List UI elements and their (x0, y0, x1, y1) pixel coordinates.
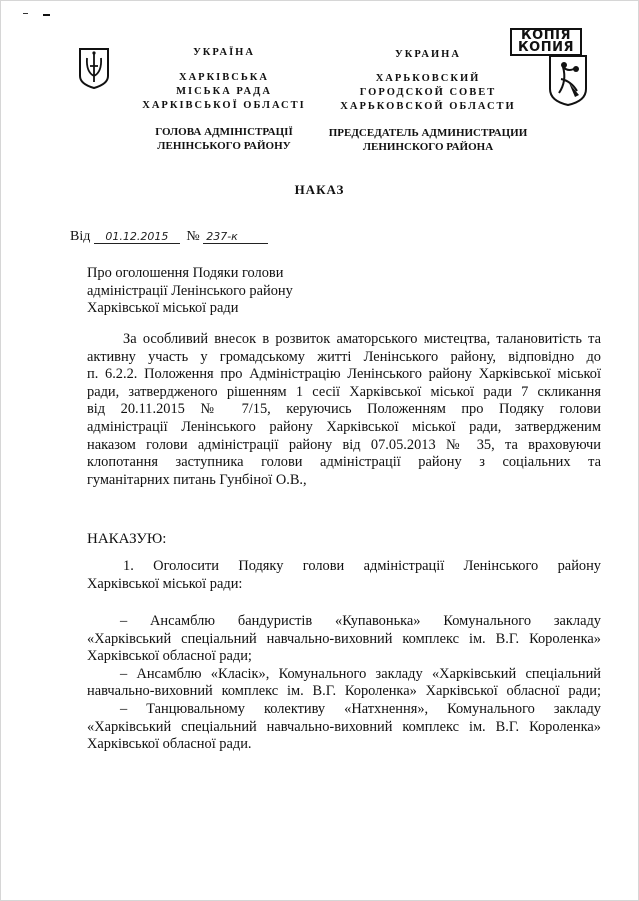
header-left (119, 46, 329, 153)
item-1-line: 1. Оголосити Подяку голови адміністрації Ленінського району (123, 558, 601, 574)
scan-mark (23, 13, 28, 14)
kharkiv-coat-of-arms-emblem (547, 53, 589, 107)
header-left-city-line2: МІСЬКА РАДА (176, 86, 272, 97)
recipient-1-line: – Ансамблю бандуристів «Купавонька» Комунального закладу (120, 613, 601, 629)
recipients-list (87, 613, 601, 754)
subject-block (87, 265, 347, 318)
preamble-line: п. 6.2.2. Положення про Адміністрацію Ленінського району Харківської міської (87, 366, 601, 383)
header-right-office-line1: ПРЕДСЕДАТЕЛЬ АДМИНИСТРАЦИИ (328, 127, 528, 139)
preamble-line: ради, затвердженого рішенням 1 сесії Харківської міської ради 7 скликання (87, 383, 601, 400)
number-value: 237-к (203, 230, 268, 244)
header-left-office-line2: ЛЕНІНСЬКОГО РАЙОНУ (157, 140, 291, 152)
header-right-city-line1: ХАРЬКОВСКИЙ (375, 73, 481, 84)
header-left-city-line3: ХАРКІВСЬКОЇ ОБЛАСТІ (142, 100, 306, 111)
subject-line: Харківської міської ради (87, 300, 239, 316)
doc-title: НАКАЗ (294, 182, 345, 197)
header-right-office-line2: ЛЕНИНСКОГО РАЙОНА (362, 141, 494, 153)
trident-emblem (77, 46, 111, 90)
preamble-line: За особливий внесок в розвиток аматорського мистецтва, талановитість та (123, 331, 601, 347)
preamble-line: клопотання заступника голови адміністрації району з соціальних та (87, 454, 601, 471)
header-right-country: УКРАИНА (395, 49, 461, 60)
header-left-country: УКРАЇНА (193, 47, 255, 58)
number-label: № (186, 229, 200, 244)
date-value: 01.12.2015 (94, 230, 180, 244)
recipient-3-line: Харківської обласної ради. (87, 736, 252, 753)
subject-line: адміністрації Ленінського району (87, 282, 293, 299)
header-right-city-line3: ХАРЬКОВСКОЙ ОБЛАСТИ (340, 101, 516, 112)
recipient-1-line: Харківської обласної ради; (87, 648, 252, 665)
recipient-3-line: – Танцювальному колективу «Натхнення», Комунального закладу (120, 700, 601, 717)
order-word: НАКАЗУЮ: (87, 531, 167, 547)
header-right (319, 48, 537, 154)
recipient-1-line: «Харківський спеціальний навчально-виховний комплекс ім. В.Г. Короленка» (87, 630, 601, 647)
item-1 (87, 558, 601, 593)
preamble-line: активну участь у громадському житті Ленінського району, відповідно до (87, 348, 601, 365)
recipient-3-line: «Харківський спеціальний навчально-виховний комплекс ім. В.Г. Короленка» (87, 718, 601, 735)
preamble-line: адміністрації Ленінського району Харківської міської ради, затвердженим (87, 418, 601, 435)
order-meta (70, 229, 290, 247)
preamble-line: гуманітарних питань Гунбіної О.В., (87, 471, 307, 488)
subject-line: Про оголошення Подяки голови (87, 265, 284, 281)
recipient-2-line: навчально-виховний комплекс ім. В.Г. Короленка» Харківської обласної ради; (87, 683, 601, 700)
header-right-city-line2: ГОРОДСКОЙ СОВЕТ (359, 87, 497, 98)
preamble-line: від 20.11.2015 № 7/15, керуючись Положенням про Подяку голови (87, 401, 601, 418)
preamble-block (87, 331, 601, 489)
stamp-line-2: КОПИЯ (518, 40, 574, 55)
date-label: Від (70, 229, 91, 244)
header-left-city-line1: ХАРКІВСЬКА (178, 72, 269, 83)
recipient-2-line: – Ансамблю «Класік», Комунального закладу «Харківський спеціальний (120, 665, 601, 682)
item-1-line: Харківської міської ради: (87, 575, 243, 592)
preamble-line: наказом голови адміністрації району від 07.05.2013 № 35, та враховуючи (87, 436, 601, 453)
scan-mark (43, 14, 50, 16)
header-left-office-line1: ГОЛОВА АДМІНІСТРАЦІЇ (155, 126, 293, 138)
stamp-line-1: КОПІЯ (521, 28, 571, 43)
